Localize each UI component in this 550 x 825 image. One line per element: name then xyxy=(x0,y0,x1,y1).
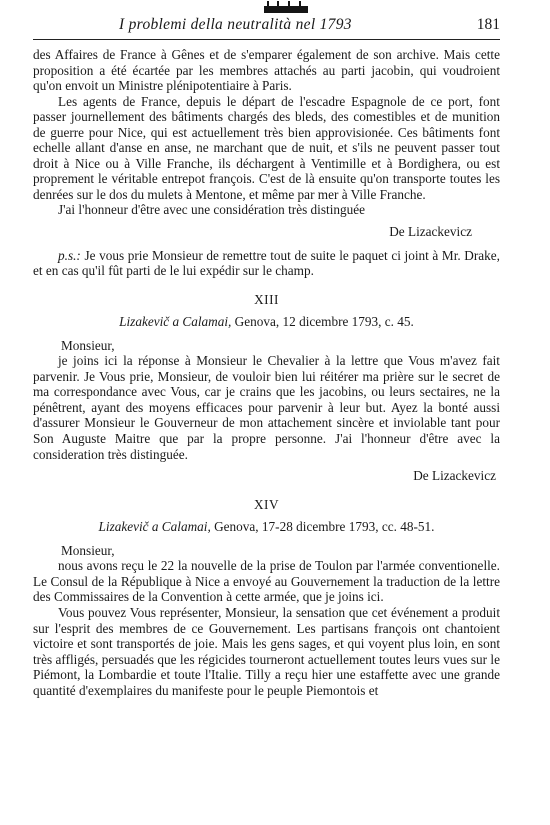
page-number: 181 xyxy=(476,16,500,33)
postscript-label: p.s.: xyxy=(58,247,81,263)
document-title-details: Genova, 17-28 dicembre 1793, cc. 48-51. xyxy=(210,519,435,535)
page-header xyxy=(33,15,500,40)
page-body xyxy=(33,47,500,698)
postscript xyxy=(33,248,500,279)
running-title: I problemi della neutralità nel 1793 xyxy=(119,16,352,33)
paragraph: nous avons reçu le 22 la nouvelle de la prise de Toulon par l'armée conventionelle. Le Consul de la République à Nice a envoyé au Gouvernement la traduction de la lettre des Commissaires de la Convention à cette armée, que je joins ici. xyxy=(33,558,500,605)
document-number: XIII xyxy=(254,291,279,307)
document-number: XIV xyxy=(253,496,280,512)
paragraph: Les agents de France, depuis le départ de l'escadre Espagnole de ce port, font passer journellement des bâtiments chargés des bleds, des comestibles et de munition de guerre pour Nice, qui est actuellement très bien approvisionée. Ces bâtiments font echelle allant d'anse en anse, ne marchant que de nuit, et s'ils ne peuvent passer tout droit à Nice ou à Ville Franche, ils déchargent à Ventimille et à Bordighera, ou est proprement le véritable entrepot françois. C'est de là ensuite qu'on transporte toutes les denrées sur le dos du mulets à Mentone, et même par mer à Ville Franche. xyxy=(33,93,500,202)
salutation: Monsieur, xyxy=(61,337,115,353)
document-title xyxy=(33,519,500,535)
document-title xyxy=(33,314,500,330)
document-title-names: Lizakevič a Calamai, xyxy=(98,519,211,535)
printer-mark xyxy=(264,1,308,13)
closing-formula: J'ai l'honneur d'être avec une considération très distinguée xyxy=(58,202,366,218)
postscript-text: Je vous prie Monsieur de remettre tout de suite le paquet ci joint à Mr. Drake, et en cas qu'il fût parti de le lui expédir sur le champ. xyxy=(33,247,500,279)
salutation: Monsieur, xyxy=(61,542,115,558)
document-title-names: Lizakevič a Calamai, xyxy=(119,314,232,330)
paragraph: Vous pouvez Vous représenter, Monsieur, la sensation que cet événement a produit sur l'esprit des membres de ce Gouvernement. Les partisans françois ont chantoient victoire et sont transportés de joie. Mais les gens sages, et qui voyent plus loin, en sont très affligés, persuadés que les régicides tourneront actuellement toutes leurs vues sur le Piémont, la Lombardie et toute l'Italie. Tilly a reçu hier une estaffette avec une grande quantité d'exemplaires du manifeste pour le peuple Piemontois et xyxy=(33,604,500,698)
document-title-details: Genova, 12 dicembre 1793, c. 45. xyxy=(231,314,414,330)
signature: De Lizackevicz xyxy=(413,468,496,484)
signature: De Lizackevicz xyxy=(389,224,472,240)
paragraph: des Affaires de France à Gênes et de s'emparer également de son archive. Mais cette proposition a été écartée par les membres attachés au parti jacobin, qui voudroient qu'on envoit un Ministre plénipotentiaire à Paris. xyxy=(33,47,500,94)
paragraph: je joins ici la réponse à Monsieur le Chevalier à la lettre que Vous m'avez fait parvenir. Je Vous prie, Monsieur, de vouloir bien lui réitérer ma prière sur le secret de ma correspondance avec Vous, car je crains que les jacobins, ou leurs sectaires, ne la pénêtrent, ayant des moyens efficaces pour parvenir à leur but. Ayez la bonté aussi d'assurer Monsieur le Gouverneur de mon attachement sincère et inviolable tant pour Son Auguste Maitre que par la propre personne. J'ai l'honneur d'être avec la consideration très distinguée. xyxy=(33,353,500,462)
